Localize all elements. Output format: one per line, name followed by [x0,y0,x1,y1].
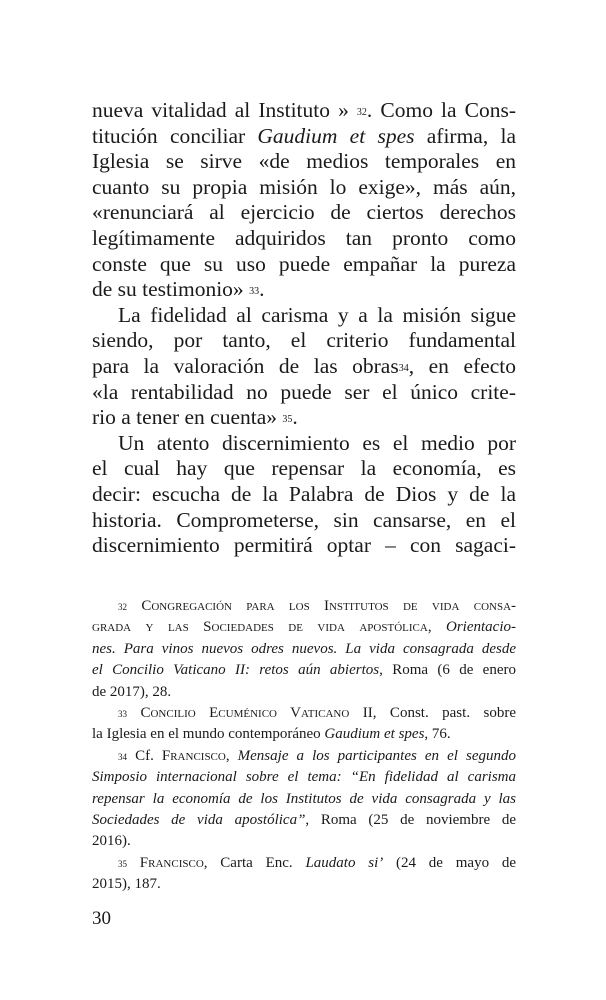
note-reference: 32 [118,602,127,612]
small-caps-text: grada y las Sociedades de vida apostólica [92,619,428,636]
footnote-line [92,596,516,617]
note-reference: 34 [398,362,409,374]
note-reference: 35 [118,858,127,869]
small-caps-text: Concilio Ecuménico Vaticano [140,704,350,721]
text-line: de su testimonio» $^{33}$. [92,277,265,302]
italic-text: Orientacio- [446,619,516,636]
text-line: historia. Comprometerse, sin cansarse, en el [92,507,516,532]
paragraph-2 [92,303,516,431]
text-line: siendo, por tanto, el criterio fundamental [92,328,516,353]
italic-text: Sociedades de vida apostólica” [92,811,306,828]
italic-text: el Concilio Vaticano II: retos aún abiertos [92,662,380,679]
small-caps-text: Francisco [139,854,204,871]
italic-text: Simposio internacional sobre el tema: “En fidelidad al carisma [92,769,516,786]
text-line: el cual hay que repensar la economía, es [92,456,516,481]
note-reference: 34 [118,751,127,762]
text-line: «la rentabilidad no puede ser el único crite- [92,379,516,404]
italic-text: Gaudium et spes [257,123,415,148]
note-reference: 35 [282,414,293,426]
text-line: Iglesia se sirve «de medios temporales en [92,149,516,174]
footnotes [92,596,516,895]
text-line: decir: escucha de la Palabra de Dios y de la [92,481,516,506]
text-line: nueva vitalidad al Instituto » $^{32}$. Como la Cons- [92,98,516,122]
paragraph-1 [92,98,516,303]
footnote-33 [92,703,516,746]
footnote-line: grada y las Sociedades de vida apostólica, Orientacio- [92,619,516,636]
italic-text: Gaudium et spes [324,726,425,743]
text-line: discernimiento permitirá optar – con sagaci- [92,533,516,558]
footnote-line: Sociedades de vida apostólica”, Roma (25 de noviembre de [92,811,516,828]
footnote-line: el Concilio Vaticano II: retos aún abiertos, Roma (6 de enero [92,662,516,679]
footnote-32 [92,596,516,703]
text-line: para la valoración de las obras$^{34}$, en efecto [92,353,516,378]
text-line: rio a tener en cuenta» $^{35}$. [92,405,298,430]
italic-text: Laudato si’ [305,854,384,871]
footnote-line: 2016). [92,833,131,850]
note-reference: 32 [356,107,367,118]
text-line: legítimamente adquiridos tan pronto como [92,225,516,250]
footnote-line [92,639,516,660]
main-text [92,98,516,559]
footnote-line: 2015), 187. [92,876,161,893]
text-line: Un atento discernimiento es el medio por [118,430,516,455]
italic-text: nes. Para vinos nuevos odres nuevos. La vida consagrada desde [92,640,516,657]
footnote-34 [92,746,516,853]
footnote-line: la Iglesia en el mundo contemporáneo Gaudium et spes, 76. [92,726,451,743]
footnote-line [92,767,516,788]
text-line: titución conciliar Gaudium et spes afirma, la [92,123,516,148]
page-number: 30 [92,908,111,929]
italic-text: Mensaje a los participantes en el segundo [237,747,516,764]
note-reference: 33 [118,708,127,719]
small-caps-text: Congregación para los Institutos de vida consa- [141,598,516,614]
text-line: «renunciará al ejercicio de ciertos derechos [92,200,516,225]
italic-text: repensar la economía de los Institutos de vida consagrada y las [92,790,516,807]
footnote-line: de 2017), 28. [92,683,172,700]
footnote-line [92,789,516,810]
footnote-line: $^{33}$ Concilio Ecuménico Vaticano II, Const. past. sobre [118,704,516,721]
note-reference: 33 [249,286,260,298]
footnote-35 [92,853,516,896]
footnote-line: $^{35}$ Francisco, Carta Enc. Laudato si’ (24 de mayo de [118,854,516,871]
small-caps-text: Francisco [161,747,226,764]
footnote-line: $^{34}$ Cf. Francisco, Mensaje a los participantes en el segundo [118,747,516,764]
text-line: La fidelidad al carisma y a la misión sigue [118,302,516,327]
text-line: conste que su uso puede empañar la pureza [92,251,516,276]
paragraph-3 [92,431,516,559]
text-line: cuanto su propia misión lo exige», más aún, [92,174,516,199]
